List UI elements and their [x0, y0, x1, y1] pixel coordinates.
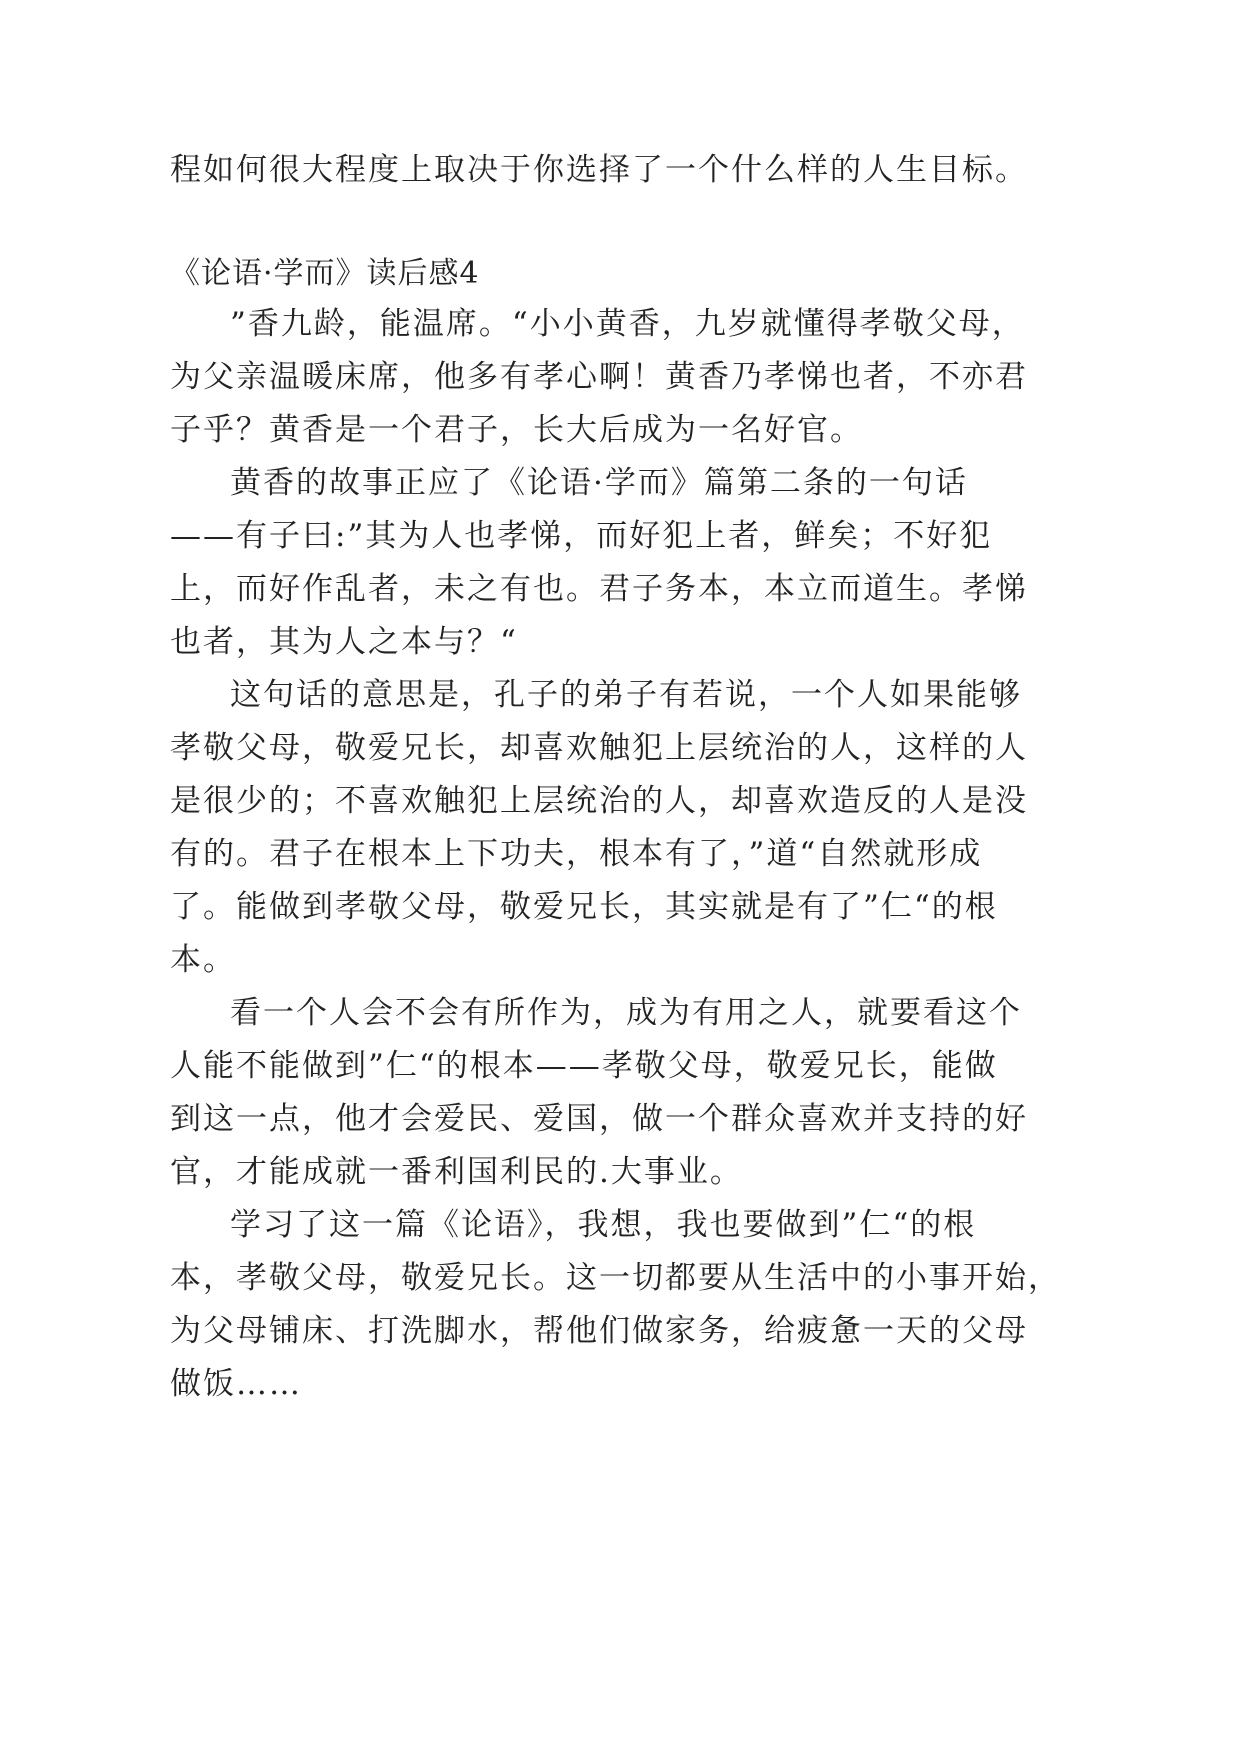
text-line: 程如何很大程度上取决于你选择了一个什么样的人生目标。 — [170, 152, 1028, 188]
text-line: 做饭…… — [170, 1366, 302, 1402]
text-line: ”香九龄，能温席。“小小黄香，九岁就懂得孝敬父母， — [230, 306, 1025, 342]
text-line: 到这一点，他才会爱民、爱国，做一个群众喜欢并支持的好 — [170, 1101, 1028, 1137]
text-line: 这句话的意思是，孔子的弟子有若说，一个人如果能够 — [230, 677, 1022, 713]
text-line: 上，而好作乱者，未之有也。君子务本，本立而道生。孝悌 — [170, 571, 1028, 607]
text-line: 孝敬父母，敬爱兄长，却喜欢触犯上层统治的人，这样的人 — [170, 730, 1028, 766]
text-line: 本。 — [170, 942, 236, 978]
text-line: 官，才能成就一番利国利民的.大事业。 — [170, 1154, 743, 1190]
text-line: 有的。君子在根本上下功夫，根本有了，”道“自然就形成 — [170, 836, 983, 872]
text-line: 子乎？黄香是一个君子，长大后成为一名好官。 — [170, 412, 863, 448]
text-line: 黄香的故事正应了《论语·学而》篇第二条的一句话 — [230, 465, 968, 501]
text-line: 为父亲温暖床席，他多有孝心啊！黄香乃孝悌也者，不亦君 — [170, 359, 1028, 395]
text-line: 本，孝敬父母，敬爱兄长。这一切都要从生活中的小事开始， — [170, 1260, 1061, 1296]
text-line: 看一个人会不会有所作为，成为有用之人，就要看这个 — [230, 995, 1022, 1031]
text-line: 也者，其为人之本与？“ — [170, 624, 518, 660]
text-line: ——有子曰:”其为人也孝悌，而好犯上者，鲜矣；不好犯 — [170, 518, 993, 554]
text-line: 了。能做到孝敬父母，敬爱兄长，其实就是有了”仁“的根 — [170, 889, 998, 925]
section-heading: 《论语·学而》读后感4 — [170, 256, 480, 291]
text-line: 学习了这一篇《论语》，我想，我也要做到”仁“的根 — [230, 1207, 977, 1243]
text-line: 人能不能做到”仁“的根本——孝敬父母，敬爱兄长，能做 — [170, 1048, 998, 1084]
text-line: 是很少的；不喜欢触犯上层统治的人，却喜欢造反的人是没 — [170, 783, 1028, 819]
text-line: 为父母铺床、打洗脚水，帮他们做家务，给疲惫一天的父母 — [170, 1313, 1028, 1349]
